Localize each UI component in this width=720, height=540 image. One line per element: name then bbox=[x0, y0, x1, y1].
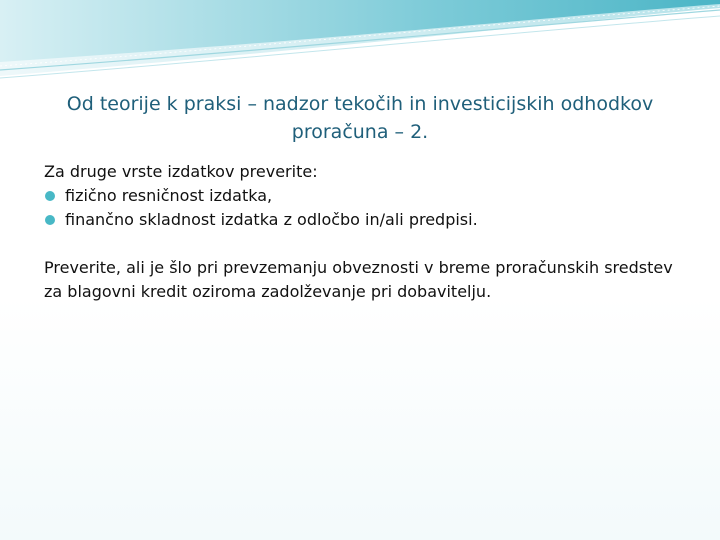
paragraph-text: Preverite, ali je šlo pri prevzemanju obveznosti v breme proračunskih sredstev za blagovni kredit oziroma zadolževanje pri dobavitelju. bbox=[44, 258, 673, 301]
bullet-text: finančno skladnost izdatka z odločbo in/ali predpisi. bbox=[65, 210, 478, 229]
intro-text: Za druge vrste izdatkov preverite: bbox=[44, 162, 318, 181]
bullet-list bbox=[44, 184, 694, 232]
list-item bbox=[44, 184, 694, 208]
list-item bbox=[44, 208, 694, 232]
bullet-text: fizično resničnost izdatka, bbox=[65, 186, 273, 205]
bullet-dot-icon bbox=[45, 191, 55, 201]
header-wave-decoration bbox=[0, 0, 720, 90]
bullet-dot-icon bbox=[45, 215, 55, 225]
slide-body bbox=[44, 160, 694, 304]
slide-title: Od teorije k praksi – nadzor tekočih in investicijskih odhodkov proračuna – 2. bbox=[66, 93, 654, 143]
